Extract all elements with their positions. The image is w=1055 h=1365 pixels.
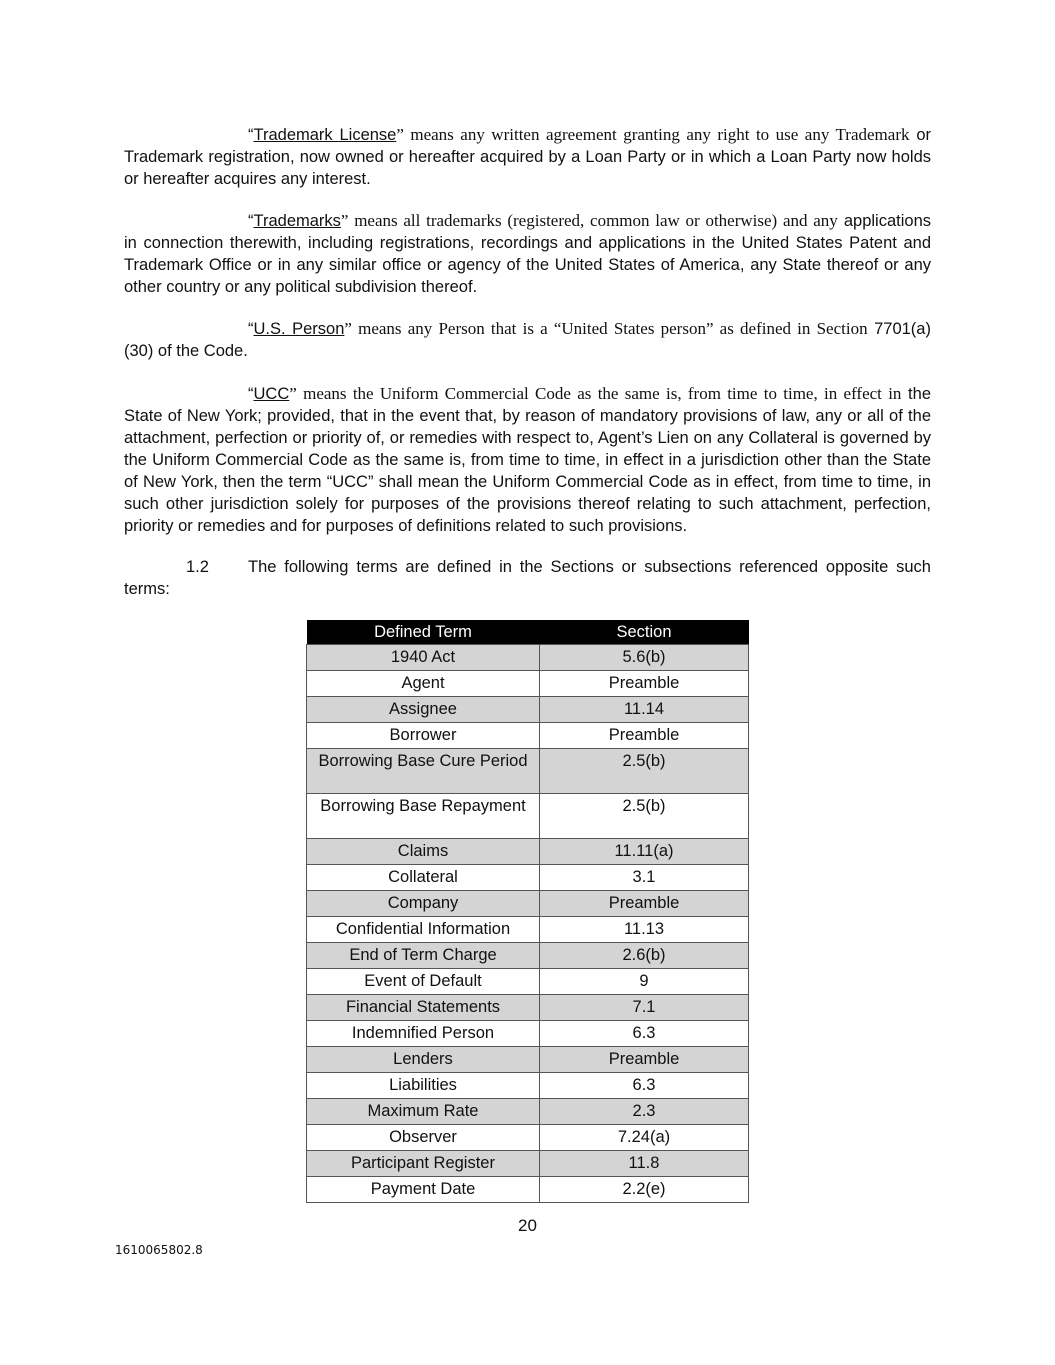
term-cell: Maximum Rate <box>307 1099 540 1125</box>
section-cell: 5.6(b) <box>540 645 749 671</box>
term-cell: 1940 Act <box>307 645 540 671</box>
definition-lead: ” means all trademarks (registered, common law or otherwise) and any <box>340 211 838 230</box>
defined-term: U.S. Person <box>253 320 345 338</box>
term-cell: Claims <box>307 839 540 865</box>
section-cell: 2.3 <box>540 1099 749 1125</box>
term-cell: Indemnified Person <box>307 1021 540 1047</box>
section-cell: Preamble <box>540 723 749 749</box>
term-cell: End of Term Charge <box>307 943 540 969</box>
section-cell: 7.1 <box>540 995 749 1021</box>
open-quote: “ <box>248 385 254 403</box>
term-cell: Agent <box>307 671 540 697</box>
term-cell: Payment Date <box>307 1177 540 1203</box>
table-row <box>307 697 749 723</box>
section-cell: 3.1 <box>540 865 749 891</box>
section-cell: 7.24(a) <box>540 1125 749 1151</box>
definition-body: applications in connection therewith, including registrations, recordings and applications in the United States Patent and Trademark Office or in any similar office or agency of the United States of America, any State thereof or any other country or any political subdivision thereof. <box>124 212 931 296</box>
term-cell: Confidential Information <box>307 917 540 943</box>
open-quote: “ <box>248 320 254 338</box>
definition-lead: ” means the Uniform Commercial Code as the same is, from time to time, in effect in <box>289 384 902 403</box>
definition-trademarks <box>124 210 931 298</box>
table-row <box>307 891 749 917</box>
section-cell: 11.11(a) <box>540 839 749 865</box>
definition-lead: ” means any Person that is a “United States person” as defined in Section <box>344 319 868 338</box>
table-row <box>307 865 749 891</box>
page-number: 20 <box>518 1216 537 1235</box>
section-cell: 11.8 <box>540 1151 749 1177</box>
term-cell: Borrowing Base Cure Period <box>307 749 540 794</box>
defined-terms-table <box>306 620 749 1203</box>
section-number: 1.2 <box>186 558 209 576</box>
term-cell: Liabilities <box>307 1073 540 1099</box>
table-row <box>307 917 749 943</box>
table-row <box>307 1177 749 1203</box>
definition-ucc <box>124 383 931 537</box>
defined-term: UCC <box>253 385 290 403</box>
section-cell: 11.14 <box>540 697 749 723</box>
definition-body: the State of New York; provided, that in the event that, by reason of mandatory provisions of law, any or all of the attachment, perfection or priority of, or remedies with respect to, Agent’s Lien on any Collateral is governed by the Uniform Commercial Code as the same is, from time to time, in effect in a jurisdiction other than the State of New York, then the term “UCC” shall mean the Uniform Commercial Code as in effect, from time to time, in such other jurisdiction solely for purposes of the provisions thereof relating to such attachment, perfection, priority or remedies and for purposes of definitions related to such provisions. <box>124 385 931 535</box>
document-id: 1610065802.8 <box>115 1243 203 1257</box>
section-cell: 6.3 <box>540 1073 749 1099</box>
table-row <box>307 671 749 697</box>
definition-us-person <box>124 318 931 362</box>
table-row <box>307 995 749 1021</box>
section-cell: 2.5(b) <box>540 794 749 839</box>
section-cell: Preamble <box>540 1047 749 1073</box>
term-cell: Borrowing Base Repayment <box>307 794 540 839</box>
table-row <box>307 839 749 865</box>
header-section: Section <box>540 620 749 645</box>
defined-term: Trademark License <box>253 126 397 144</box>
table-row <box>307 794 749 839</box>
table-row <box>307 943 749 969</box>
section-1-2 <box>124 556 931 600</box>
header-defined-term: Defined Term <box>307 620 540 645</box>
term-cell: Collateral <box>307 865 540 891</box>
term-cell: Lenders <box>307 1047 540 1073</box>
term-cell: Event of Default <box>307 969 540 995</box>
section-cell: 9 <box>540 969 749 995</box>
table-row <box>307 723 749 749</box>
term-cell: Borrower <box>307 723 540 749</box>
table-row <box>307 645 749 671</box>
term-cell: Financial Statements <box>307 995 540 1021</box>
section-cell: 11.13 <box>540 917 749 943</box>
section-cell: 2.2(e) <box>540 1177 749 1203</box>
open-quote: “ <box>248 212 254 230</box>
term-cell: Participant Register <box>307 1151 540 1177</box>
table-row <box>307 749 749 794</box>
definition-body: or Trademark registration, now owned or hereafter acquired by a Loan Party or in which a Loan Party now holds or hereafter acquires any interest. <box>124 126 931 188</box>
term-cell: Assignee <box>307 697 540 723</box>
section-cell: 2.6(b) <box>540 943 749 969</box>
table-row <box>307 1073 749 1099</box>
defined-term: Trademarks <box>253 212 341 230</box>
table-row <box>307 1151 749 1177</box>
definition-lead: ” means any written agreement granting any right to use any Trademark <box>396 125 910 144</box>
table-row <box>307 969 749 995</box>
term-cell: Observer <box>307 1125 540 1151</box>
section-cell: 2.5(b) <box>540 749 749 794</box>
table-row <box>307 1099 749 1125</box>
open-quote: “ <box>248 126 254 144</box>
section-cell: 6.3 <box>540 1021 749 1047</box>
definition-trademark-license <box>124 124 931 190</box>
table-row <box>307 1047 749 1073</box>
table-row <box>307 1021 749 1047</box>
definition-body: 7701(a)(30) of the Code. <box>124 320 931 360</box>
table-header-row <box>307 620 749 645</box>
section-cell: Preamble <box>540 671 749 697</box>
section-cell: Preamble <box>540 891 749 917</box>
term-cell: Company <box>307 891 540 917</box>
section-text: The following terms are defined in the Sections or subsections referenced opposite such terms: <box>124 558 931 598</box>
table-row <box>307 1125 749 1151</box>
